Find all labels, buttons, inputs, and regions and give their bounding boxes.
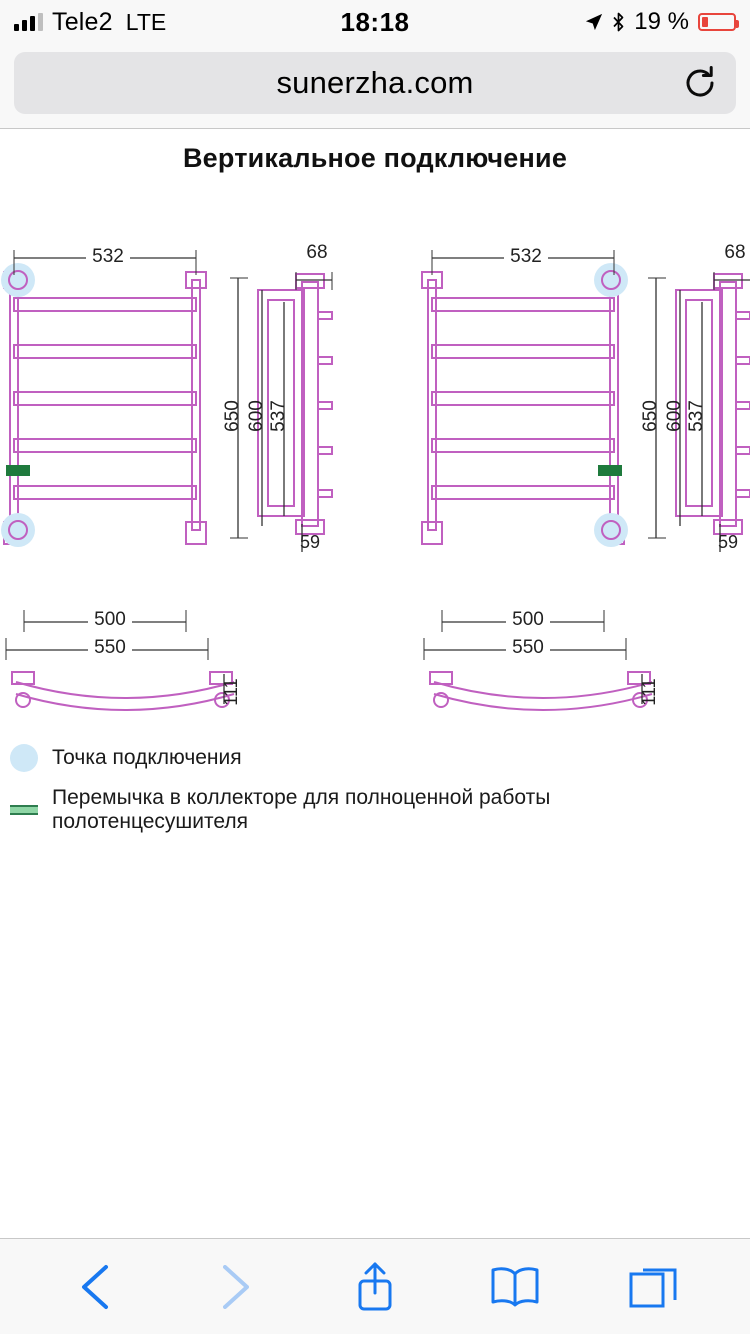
svg-text:500: 500	[94, 609, 126, 630]
svg-text:111: 111	[221, 678, 241, 706]
svg-text:68: 68	[724, 242, 746, 263]
radiator-drawing-svg	[0, 180, 750, 740]
svg-text:600: 600	[664, 400, 685, 432]
svg-text:68: 68	[306, 242, 328, 263]
location-arrow-icon	[585, 13, 603, 31]
connection-point-dot	[1, 263, 35, 297]
share-button[interactable]	[343, 1255, 407, 1319]
signal-bars-icon	[14, 13, 43, 31]
svg-text:550: 550	[512, 637, 544, 658]
svg-text:500: 500	[512, 609, 544, 630]
chevron-right-icon[interactable]	[213, 1261, 257, 1313]
reload-icon[interactable]	[682, 65, 718, 101]
forward-button[interactable]	[203, 1255, 267, 1319]
bluetooth-icon	[612, 12, 625, 32]
battery-percent-label: 19 %	[634, 8, 689, 35]
status-bar-right	[585, 8, 736, 36]
svg-text:532: 532	[510, 246, 542, 267]
svg-text:537: 537	[268, 400, 289, 432]
page-title: Вертикальное подключение	[182, 143, 568, 173]
drawing-left-variant	[1, 240, 334, 710]
connection-point-dot	[594, 263, 628, 297]
browser-toolbar-top	[0, 44, 750, 129]
connection-point-dot	[1, 513, 35, 547]
svg-text:59: 59	[299, 532, 321, 552]
address-bar[interactable]	[14, 52, 736, 114]
svg-text:59: 59	[717, 532, 739, 552]
svg-text:537: 537	[686, 400, 707, 432]
connection-point-dot	[594, 513, 628, 547]
jumper-bar-icon	[10, 805, 38, 815]
drawing-right-variant	[422, 240, 750, 710]
carrier-label: Tele2	[52, 7, 113, 36]
status-bar-left	[14, 8, 166, 37]
web-page-content	[0, 129, 750, 1238]
back-button[interactable]	[64, 1255, 128, 1319]
tabs-icon[interactable]	[627, 1262, 681, 1312]
bookmarks-button[interactable]	[483, 1255, 547, 1319]
browser-toolbar-bottom	[0, 1238, 750, 1334]
svg-text:650: 650	[640, 400, 661, 432]
technical-drawing	[0, 180, 750, 740]
tabs-button[interactable]	[622, 1255, 686, 1319]
svg-text:650: 650	[222, 400, 243, 432]
jumper-bar	[598, 465, 622, 476]
connection-point-dot-icon	[10, 744, 38, 772]
legend-item	[10, 786, 750, 834]
legend-item	[10, 744, 750, 772]
network-mode-label: LTE	[125, 8, 167, 35]
book-icon[interactable]	[488, 1264, 542, 1310]
jumper-bar	[6, 465, 30, 476]
battery-icon	[698, 13, 736, 31]
drawing-legend	[0, 740, 750, 834]
legend-label: Точка подключения	[52, 746, 242, 769]
url-text[interactable]: sunerzha.com	[276, 65, 474, 100]
chevron-left-icon[interactable]	[74, 1261, 118, 1313]
svg-text:532: 532	[92, 246, 124, 267]
svg-text:550: 550	[94, 637, 126, 658]
clock-label: 18:18	[340, 6, 410, 37]
svg-text:600: 600	[246, 400, 267, 432]
share-icon[interactable]	[350, 1259, 400, 1315]
status-bar	[0, 0, 750, 44]
svg-text:111: 111	[639, 678, 659, 706]
legend-label: Перемычка в коллекторе для полноценной работы полотенцесушителя	[52, 786, 551, 833]
